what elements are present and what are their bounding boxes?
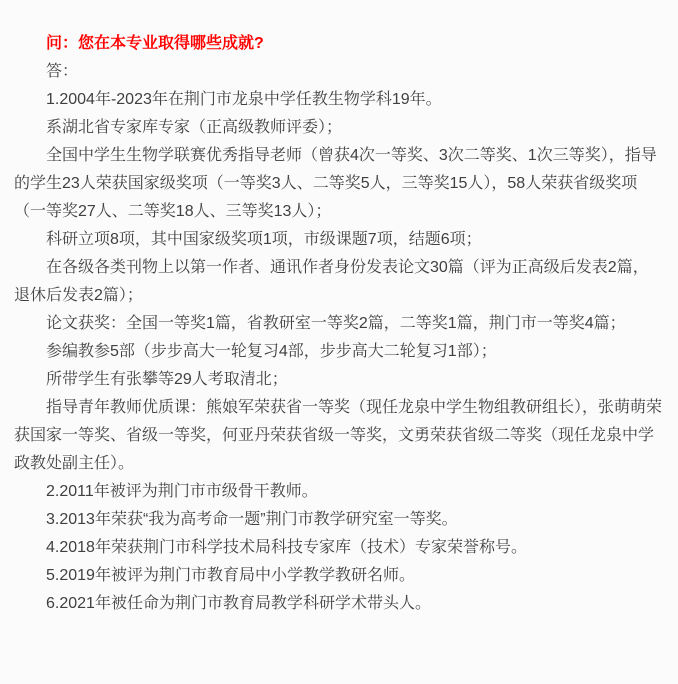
answer-paragraph: 2.2011年被评为荆门市市级骨干教师。 (46, 483, 318, 500)
answer-paragraph: 3.2013年荣获“我为高考命一题”荆门市教学研究室一等奖。 (46, 511, 458, 528)
answer-paragraph: 科研立项8项，其中国家级奖项1项，市级课题7项，结题6项； (46, 231, 482, 248)
answer-paragraph: 所带学生有张攀等29人考取清北； (46, 371, 288, 388)
answer-paragraph: 1.2004年-2023年在荆门市龙泉中学任教生物学科19年。 (46, 91, 442, 108)
answer-paragraph: 6.2021年被任命为荆门市教育局教学科研学术带头人。 (46, 595, 431, 612)
answer-paragraph: 参编教参5部（步步高大一轮复习4部，步步高大二轮复习1部）； (46, 343, 497, 360)
question-heading: 问：您在本专业取得哪些成就? (46, 35, 264, 52)
answer-paragraph: 4.2018年荣获荆门市科学技术局科技专家库（技术）专家荣誉称号。 (46, 539, 527, 556)
answer-paragraph: 系湖北省专家库专家（正高级教师评委）； (46, 119, 343, 136)
answer-paragraph: 全国中学生生物学联赛优秀指导老师（曾获4次一等奖、3次二等奖、1次三等奖），指导的学生23人荣获国家级奖项（一等奖3人、二等奖5人，三等奖15人），58人荣获省级奖项（一等奖27人、二等奖18人、三等奖13人）； (14, 147, 657, 220)
answer-paragraph: 在各级各类刊物上以第一作者、通讯作者身份发表论文30篇（评为正高级后发表2篇，退休后发表2篇）； (14, 259, 649, 304)
answer-paragraph: 指导青年教师优质课：熊娘军荣获省一等奖（现任龙泉中学生物组教研组长），张萌萌荣获国家一等奖、省级一等奖，何亚丹荣获省级一等奖，文勇荣获省级二等奖（现任龙泉中学政教处副主任）。 (14, 399, 663, 472)
answer-paragraph: 论文获奖：全国一等奖1篇，省教研室一等奖2篇，二等奖1篇，荆门市一等奖4篇； (46, 315, 626, 332)
answer-label: 答： (46, 63, 79, 80)
answer-paragraph: 5.2019年被评为荆门市教育局中小学教学教研名师。 (46, 567, 415, 584)
answer-paragraph-list (14, 86, 662, 618)
